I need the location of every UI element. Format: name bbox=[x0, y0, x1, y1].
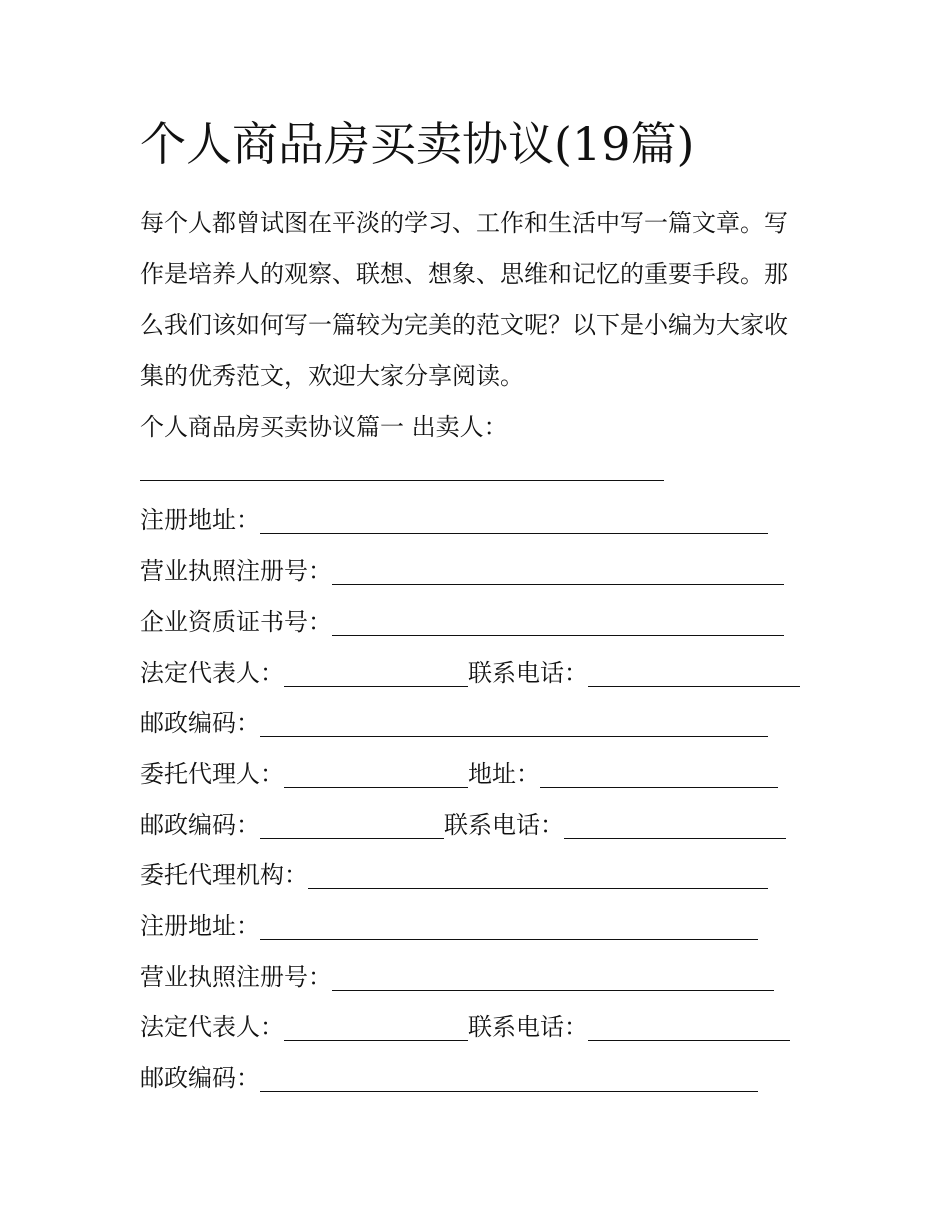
field-blank-reg-address bbox=[260, 913, 758, 940]
field-blank-agency bbox=[308, 862, 768, 889]
intro-line: 每个人都曾试图在平淡的学习、工作和生活中写一篇文章。写 bbox=[140, 209, 788, 237]
field-label-reg-address: 注册地址： bbox=[140, 912, 260, 940]
field-blank-postcode bbox=[260, 1065, 758, 1092]
section-heading: 个人商品房买卖协议篇一 出卖人： bbox=[140, 413, 508, 441]
field-row-legal-rep-2 bbox=[140, 1005, 790, 1045]
seller-name-blank bbox=[140, 480, 664, 481]
field-label-legal-rep: 法定代表人： bbox=[140, 1013, 284, 1041]
field-label-phone: 联系电话： bbox=[468, 1013, 588, 1041]
intro-line: 集的优秀范文，欢迎大家分享阅读。 bbox=[140, 362, 524, 390]
field-row-postcode-1 bbox=[140, 701, 768, 741]
field-blank-phone bbox=[588, 660, 800, 687]
field-label-qualification-no: 企业资质证书号： bbox=[140, 608, 332, 636]
field-row-reg-address-2 bbox=[140, 904, 758, 944]
intro-line: 作是培养人的观察、联想、想象、思维和记忆的重要手段。那 bbox=[140, 260, 788, 288]
field-label-postcode: 邮政编码： bbox=[140, 709, 260, 737]
field-row-postcode-2 bbox=[140, 803, 786, 843]
field-row-postcode-3 bbox=[140, 1056, 758, 1096]
field-blank-postcode bbox=[260, 812, 444, 839]
field-label-license-no: 营业执照注册号： bbox=[140, 963, 332, 991]
field-label-postcode: 邮政编码： bbox=[140, 1064, 260, 1092]
field-blank-legal-rep bbox=[284, 1014, 468, 1041]
field-label-reg-address: 注册地址： bbox=[140, 506, 260, 534]
field-row-agency bbox=[140, 853, 768, 893]
field-blank-reg-address bbox=[260, 507, 768, 534]
field-blank-legal-rep bbox=[284, 660, 468, 687]
intro-paragraph bbox=[140, 198, 820, 402]
field-label-phone: 联系电话： bbox=[444, 811, 564, 839]
field-blank-postcode bbox=[260, 710, 768, 737]
field-row-qualification-no bbox=[140, 600, 784, 640]
field-blank-license-no bbox=[332, 558, 784, 585]
field-blank-address bbox=[540, 761, 778, 788]
field-blank-license-no bbox=[332, 964, 774, 991]
field-label-license-no: 营业执照注册号： bbox=[140, 557, 332, 585]
field-row-agent bbox=[140, 752, 778, 792]
field-label-agency: 委托代理机构： bbox=[140, 861, 308, 889]
page-title: 个人商品房买卖协议(19篇) bbox=[140, 117, 695, 171]
field-row-legal-rep-1 bbox=[140, 651, 800, 691]
field-blank-phone bbox=[588, 1014, 790, 1041]
intro-line: 么我们该如何写一篇较为完美的范文呢？以下是小编为大家收 bbox=[140, 311, 788, 339]
field-label-postcode: 邮政编码： bbox=[140, 811, 260, 839]
field-label-address: 地址： bbox=[468, 760, 540, 788]
field-blank-agent bbox=[284, 761, 468, 788]
field-row-license-no-2 bbox=[140, 955, 774, 995]
field-blank-phone bbox=[564, 812, 786, 839]
field-label-phone: 联系电话： bbox=[468, 659, 588, 687]
field-label-legal-rep: 法定代表人： bbox=[140, 659, 284, 687]
field-row-reg-address-1 bbox=[140, 498, 768, 538]
field-label-agent: 委托代理人： bbox=[140, 760, 284, 788]
field-blank-qualification-no bbox=[332, 609, 784, 636]
field-row-license-no-1 bbox=[140, 549, 784, 589]
